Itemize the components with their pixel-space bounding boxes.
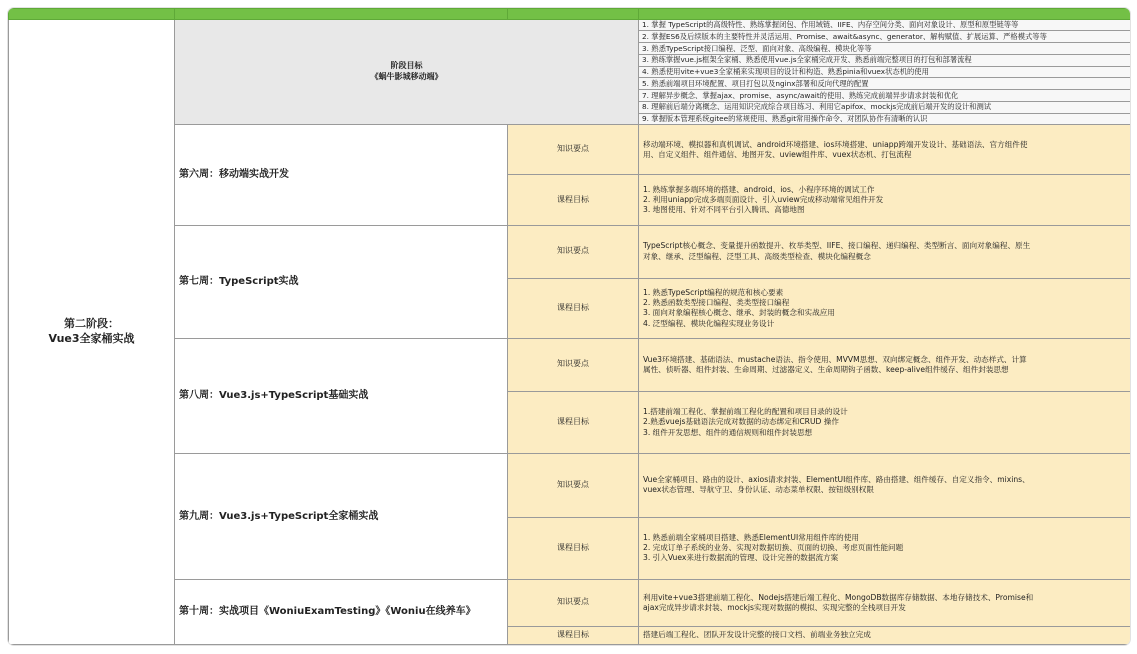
stage-goal-title-cell[interactable] — [175, 19, 639, 125]
goal-line[interactable]: 8. 理解前后端分离概念、运用知识完成综合项目练习、利用它apifox、mockjs完成前后端开发的设计和测试 — [639, 101, 1131, 113]
knowledge-label-cell[interactable]: 知识要点 — [508, 338, 639, 391]
knowledge-line: vuex状态管理、导航守卫、身份认证、动态菜单权限、按钮级别权限 — [643, 485, 874, 495]
knowledge-label-cell[interactable]: 知识要点 — [508, 225, 639, 278]
knowledge-label-cell[interactable]: 知识要点 — [508, 453, 639, 517]
knowledge-line: 属性、侦听器、组件封装、生命周期、过滤器定义、生命周期钩子函数、keep-alive组件缓存、组件封装思想 — [643, 364, 1009, 374]
goal-item: 3. 面向对象编程核心概念、继承、封装的概念和实战应用 — [643, 308, 835, 318]
goal-label-cell[interactable]: 课程目标 — [508, 626, 639, 644]
knowledge-line: 用、自定义组件、组件通信、地图开发、uview组件库、vuex状态机、打包流程 — [643, 149, 912, 159]
knowledge-label-cell[interactable]: 知识要点 — [508, 579, 639, 626]
goal-item: 4. 泛型编程、模块化编程实现业务设计 — [643, 318, 775, 328]
goal-cell[interactable] — [639, 517, 1131, 579]
goal-item: 1.搭建前端工程化、掌握前端工程化的配置和项目目录的设计 — [643, 407, 848, 417]
goal-line[interactable]: 3. 熟悉TypeScript接口编程、泛型、面向对象、高级编程、模块化等等 — [639, 43, 1131, 55]
knowledge-line: TypeScript核心概念、变量提升函数提升、枚举类型、IIFE、接口编程、递归编程、类型断言、面向对象编程、原生 — [643, 241, 1031, 251]
goal-item: 2. 熟悉函数类型接口编程、类类型接口编程 — [643, 298, 790, 308]
knowledge-cell[interactable] — [639, 125, 1131, 175]
goal-item: 搭建后端工程化、团队开发设计完整的接口文档、前端业务独立完成 — [643, 630, 871, 640]
knowledge-cell[interactable] — [639, 579, 1131, 626]
knowledge-line: 移动端环境、模拟器和真机调试、android环境搭建、ios环境搭建、uniapp跨端开发设计、基础语法、官方组件使 — [643, 139, 1028, 149]
stage-goal-title: 阶段目标 — [390, 61, 423, 71]
goal-line[interactable]: 3. 熟练掌握vue.js框架全家桶、熟悉使用vue.js全家桶完成开发、熟悉前端完整项目的打包和部署流程 — [639, 54, 1131, 66]
goal-label-cell[interactable]: 课程目标 — [508, 391, 639, 453]
knowledge-line: Vue全家桶项目、路由的设计、axios请求封装、ElementUI组件库、路由搭建、组件缓存、自定义指令、mixins、 — [643, 475, 1030, 485]
goal-line[interactable]: 9. 掌握版本管理系统gitee的常规使用、熟悉git常用操作命令、对团队协作有清晰的认识 — [639, 113, 1131, 125]
goal-item: 2. 利用uniapp完成多端页面设计、引入uview完成移动端常见组件开发 — [643, 194, 884, 204]
header-bar-cell[interactable] — [639, 9, 1131, 20]
goal-line[interactable]: 1. 掌握 TypeScript的高级特性、熟练掌握闭包、作用域链、IIFE、内存空间分类、面向对象设计、原型和原型链等等 — [639, 19, 1131, 31]
goal-line[interactable]: 5. 熟悉前端项目环境配置、项目打包以及nginx部署和反向代理的配置 — [639, 78, 1131, 90]
week-title-cell[interactable]: 第八周：Vue3.js+TypeScript基础实战 — [175, 338, 508, 453]
week-title-cell[interactable]: 第七周：TypeScript实战 — [175, 225, 508, 338]
goal-item: 1. 熟练掌握多端环境的搭建、android、ios、小程序环境的调试工作 — [643, 184, 875, 194]
goal-row — [9, 19, 1131, 31]
goal-item: 3. 地图使用、针对不同平台引入腾讯、高德地图 — [643, 205, 805, 215]
goal-cell[interactable] — [639, 175, 1131, 225]
knowledge-line: 对象、继承、泛型编程、泛型工具、高级类型检查、模块化编程概念 — [643, 251, 871, 261]
goal-item: 2. 完成订单子系统的业务、实现对数据切换、页面的切换、考虑页面性能问题 — [643, 543, 904, 553]
knowledge-cell[interactable] — [639, 225, 1131, 278]
stage-label-line2: Vue3全家桶实战 — [48, 331, 135, 345]
goal-label-cell[interactable]: 课程目标 — [508, 517, 639, 579]
week-row — [9, 453, 1131, 517]
week-row — [9, 338, 1131, 391]
curriculum-table — [8, 8, 1130, 645]
goal-item: 3. 引入Vuex来进行数据流的管理、设计完善的数据流方案 — [643, 553, 839, 563]
knowledge-cell[interactable] — [639, 453, 1131, 517]
header-bar-cell[interactable] — [508, 9, 639, 20]
week-row — [9, 225, 1131, 278]
knowledge-line: ajax完成异步请求封装、mockjs实现对数据的模拟、实现完整的全栈项目开发 — [643, 602, 906, 612]
knowledge-line: 利用vite+vue3搭建前端工程化、Nodejs搭建后端工程化、MongoDB数据库存储数据、本地存储技术、Promise和 — [643, 592, 1034, 602]
header-bar-row — [9, 9, 1131, 20]
week-title-cell[interactable]: 第九周：Vue3.js+TypeScript全家桶实战 — [175, 453, 508, 579]
week-title-cell[interactable]: 第十周：实战项目《WoniuExamTesting》《Woniu在线养车》 — [175, 579, 508, 644]
goal-item: 2.熟悉vuejs基础语法完成对数据的动态绑定和CRUD 操作 — [643, 417, 839, 427]
knowledge-cell[interactable] — [639, 338, 1131, 391]
goal-cell[interactable] — [639, 391, 1131, 453]
spreadsheet — [8, 8, 1130, 645]
goal-item: 1. 熟悉前端全家桶项目搭建、熟悉ElementUI常用组件库的使用 — [643, 532, 859, 542]
goal-label-cell[interactable]: 课程目标 — [508, 175, 639, 225]
header-bar-cell[interactable] — [9, 9, 175, 20]
week-row — [9, 579, 1131, 626]
goal-line[interactable]: 4. 熟悉使用vite+vue3全家桶来实现项目的设计和构造、熟悉pinia和vuex状态机的使用 — [639, 66, 1131, 78]
knowledge-label-cell[interactable]: 知识要点 — [508, 125, 639, 175]
knowledge-line: Vue3环境搭建、基础语法、mustache语法、指令使用、MVVM思想、双向绑定概念、组件开发、动态样式、计算 — [643, 354, 1027, 364]
goal-line[interactable]: 7. 理解异步概念、掌握ajax、promise、async/await的使用、熟练完成前端异步请求封装和优化 — [639, 90, 1131, 102]
stage-cell[interactable] — [9, 19, 175, 644]
goal-item: 1. 熟悉TypeScript编程的规范和核心要素 — [643, 287, 784, 297]
goal-cell[interactable] — [639, 626, 1131, 644]
goal-label-cell[interactable]: 课程目标 — [508, 278, 639, 338]
stage-label-line1: 第二阶段： — [64, 316, 119, 330]
stage-goal-project: 《蜗牛影城移动端》 — [370, 71, 443, 81]
header-bar-cell[interactable] — [175, 9, 508, 20]
goal-cell[interactable] — [639, 278, 1131, 338]
goal-item: 3. 组件开发思想、组件的通信规则和组件封装思想 — [643, 427, 813, 437]
week-row — [9, 125, 1131, 175]
goal-line[interactable]: 2. 掌握ES6及后续版本的主要特性并灵活运用、Promise、await&async、generator、解构赋值、扩展运算、严格模式等等 — [639, 31, 1131, 43]
week-title-cell[interactable]: 第六周：移动端实战开发 — [175, 125, 508, 225]
